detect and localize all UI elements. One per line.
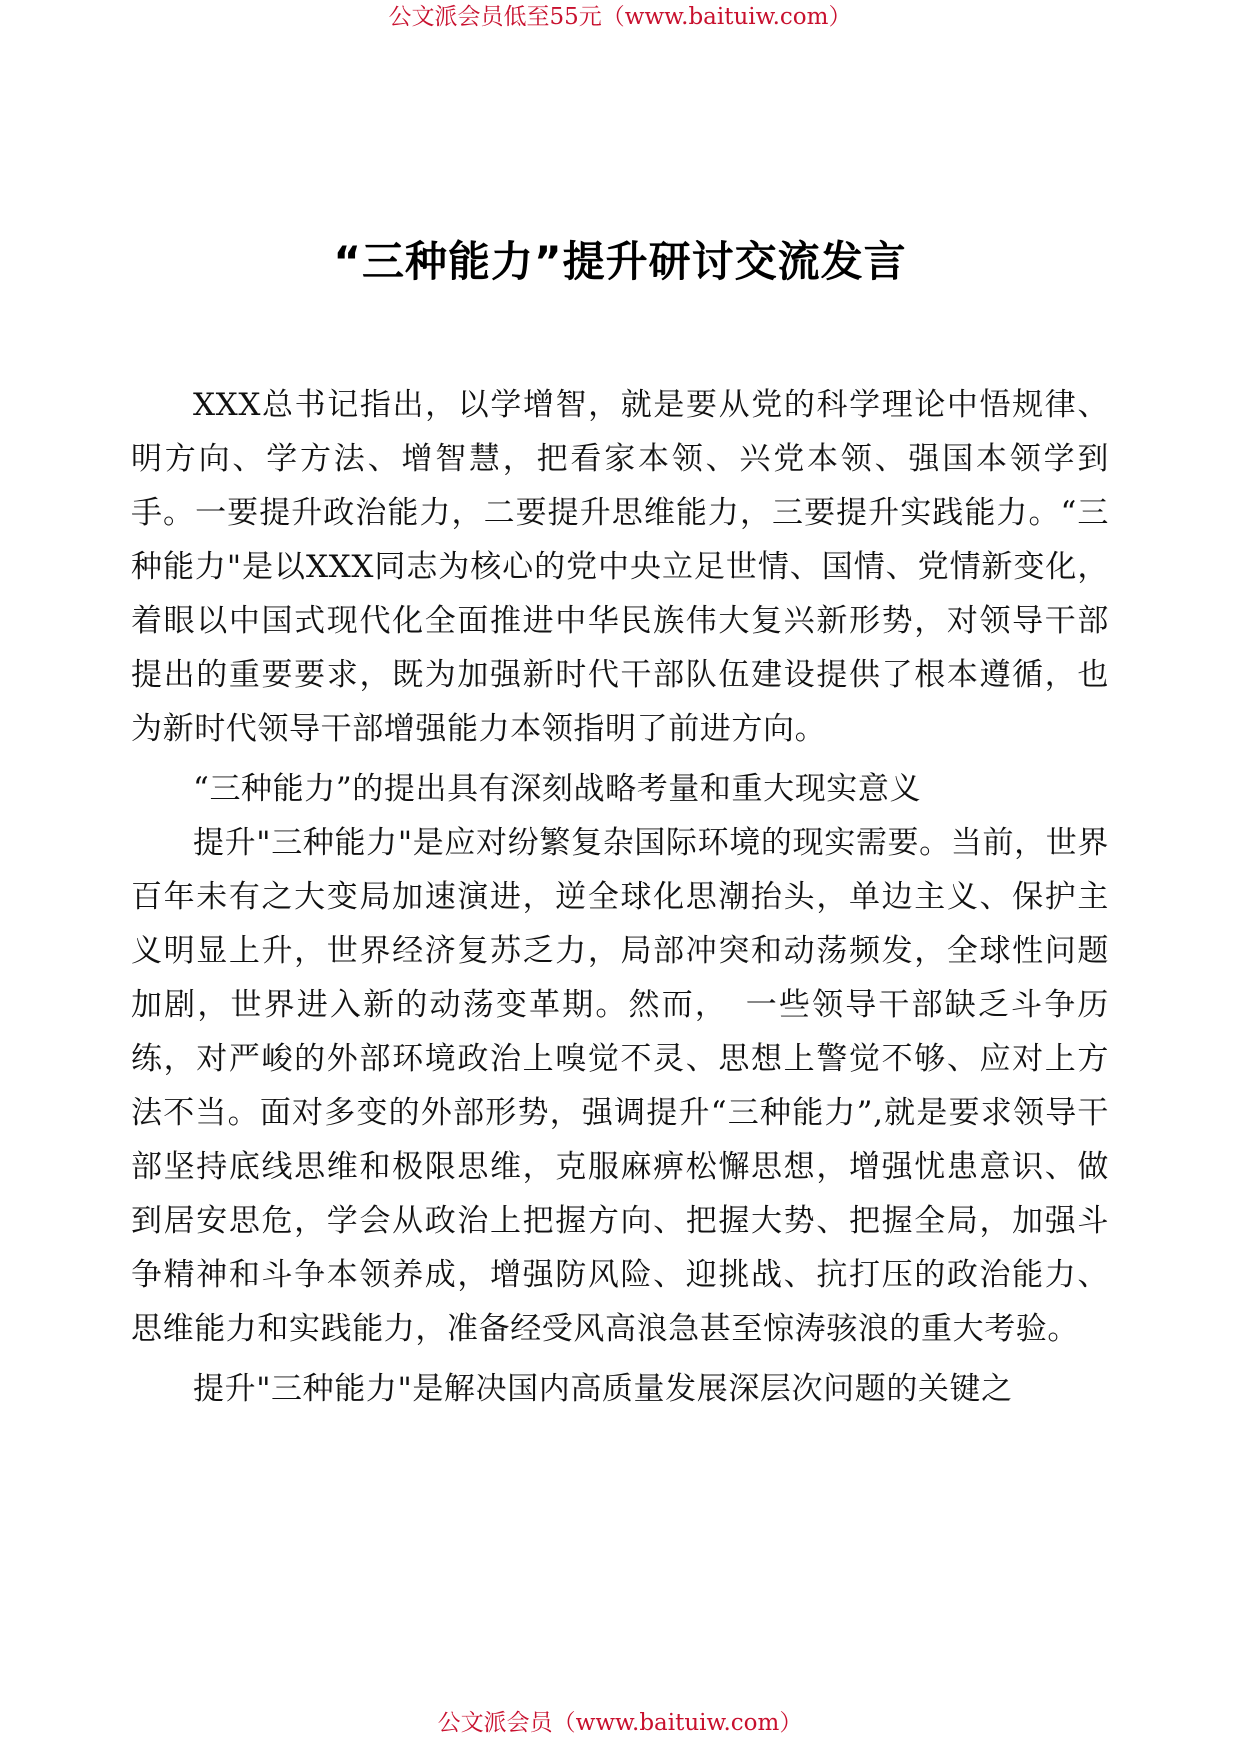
header-banner: 公文派会员低至55元（www.baituiw.com） bbox=[388, 4, 852, 30]
footer-banner: 公文派会员（www.baituiw.com） bbox=[437, 1710, 803, 1736]
section-heading: “三种能力”的提出具有深刻战略考量和重大现实意义 bbox=[193, 771, 922, 807]
paragraph-intro: XXX总书记指出，以学增智，就是要从党的科学理论中悟规律、明方向、学方法、增智慧，把看家本领、兴党本领、强国本领学到手。一要提升政治能力，二要提升思维能力，三要提升实践能力。“三种能力"是以XXX同志为核心的党中央立足世情、国情、党情新变化，着眼以中国式现代化全面推进中华民族伟大复兴新形势，对领导干部提出的重要要求，既为加强新时代干部队伍建设提供了根本遵循，也为新时代领导干部增强能力本领指明了前进方向。 bbox=[131, 387, 1109, 747]
document-title: “三种能力”提升研讨交流发言 bbox=[333, 237, 907, 287]
paragraph-domestic: 提升"三种能力"是解决国内高质量发展深层次问题的关键之 bbox=[193, 1371, 1013, 1407]
paragraph-international: 提升"三种能力"是应对纷繁复杂国际环境的现实需要。当前，世界百年未有之大变局加速演进，逆全球化思潮抬头，单边主义、保护主义明显上升，世界经济复苏乏力，局部冲突和动荡频发，全球性问题加剧，世界进入新的动荡变革期。然而， 一些领导干部缺乏斗争历练，对严峻的外部环境政治上嗅觉不灵、思想上警觉不够、应对上方法不当。面对多变的外部形势，强调提升“三种能力”,就是要求领导干部坚持底线思维和极限思维，克服麻痹松懈思想，增强忧患意识、做到居安思危，学会从政治上把握方向、把握大势、把握全局，加强斗争精神和斗争本领养成，增强防风险、迎挑战、抗打压的政治能力、思维能力和实践能力，准备经受风高浪急甚至惊涛骇浪的重大考验。 bbox=[131, 825, 1109, 1347]
document-body bbox=[131, 378, 1109, 1416]
